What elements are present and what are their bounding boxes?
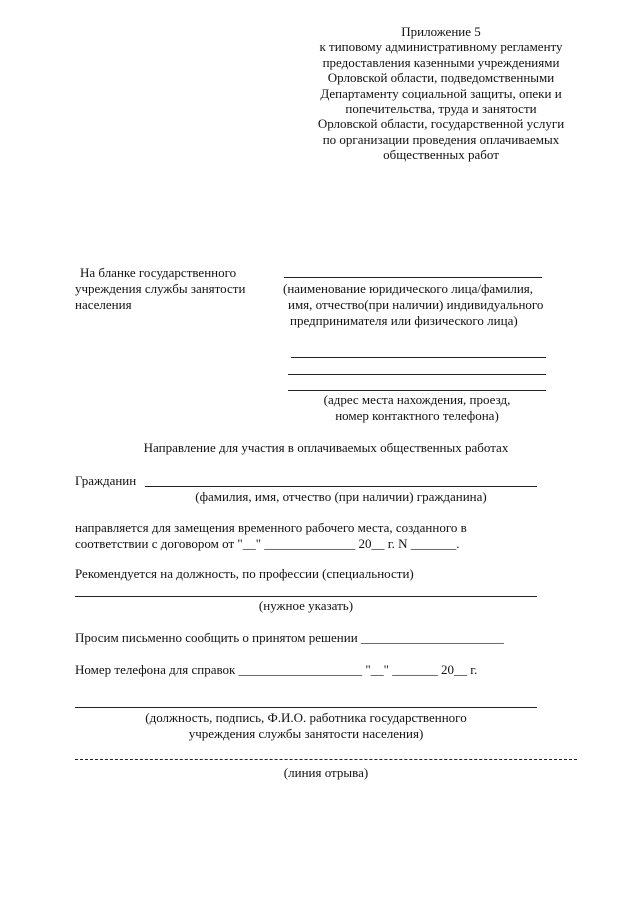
appendix-line: по организации проведения оплачиваемых bbox=[322, 131, 560, 147]
recommended-text: Рекомендуется на должность, по профессии (специальности) bbox=[75, 566, 414, 581]
citizen-name-line bbox=[145, 486, 537, 487]
appendix-line: предоставления казенными учреждениями bbox=[322, 54, 560, 70]
address-line bbox=[291, 357, 546, 358]
address-caption-line: номер контактного телефона) bbox=[335, 408, 499, 423]
address-caption-line: (адрес места нахождения, проезд, bbox=[323, 392, 511, 407]
address-line bbox=[288, 390, 546, 391]
address-line bbox=[288, 374, 546, 375]
letterhead-line: учреждения службы занятости bbox=[75, 281, 246, 296]
recipient-caption-line: предпринимателя или физического лица) bbox=[290, 313, 518, 328]
directed-line: соответствии с договором от "__" ______________ 20__ г. N _______. bbox=[75, 536, 460, 551]
letterhead-line: На бланке государственного bbox=[80, 265, 237, 280]
appendix-line: Орловской области, подведомственными bbox=[327, 70, 555, 86]
appendix-line: общественных работ bbox=[383, 147, 499, 163]
recipient-caption-line: имя, отчество(при наличии) индивидуального bbox=[288, 297, 544, 312]
appendix-line: Орловской области, государственной услуги bbox=[317, 116, 565, 132]
citizen-label: Гражданин bbox=[75, 473, 137, 488]
recipient-name-line bbox=[284, 277, 542, 278]
recommended-line bbox=[75, 596, 537, 597]
tear-line-caption: (линия отрыва) bbox=[283, 765, 369, 780]
letterhead-line: населения bbox=[75, 297, 132, 312]
recommended-caption: (нужное указать) bbox=[258, 598, 354, 613]
citizen-caption: (фамилия, имя, отчество (при наличии) гражданина) bbox=[195, 489, 487, 504]
appendix-line: попечительства, труда и занятости bbox=[345, 101, 537, 117]
signature-caption-line: (должность, подпись, Ф.И.О. работника государственного bbox=[145, 710, 467, 725]
document-title: Направление для участия в оплачиваемых общественных работах bbox=[143, 440, 509, 455]
tear-line bbox=[75, 759, 577, 760]
appendix-header bbox=[300, 24, 582, 163]
appendix-line: Приложение 5 bbox=[401, 24, 481, 39]
directed-line: направляется для замещения временного рабочего места, созданного в bbox=[75, 520, 467, 535]
phone-text: Номер телефона для справок ___________________ "__" _______ 20__ г. bbox=[75, 662, 478, 677]
request-text: Просим письменно сообщить о принятом решении ______________________ bbox=[75, 630, 504, 645]
recipient-caption-line: (наименование юридического лица/фамилия, bbox=[283, 281, 534, 296]
appendix-line: к типовому административному регламенту bbox=[319, 39, 563, 55]
appendix-line: Департаменту социальной защиты, опеки и bbox=[320, 85, 562, 101]
signature-caption-line: учреждения службы занятости населения) bbox=[188, 726, 424, 741]
signature-line bbox=[75, 707, 537, 708]
